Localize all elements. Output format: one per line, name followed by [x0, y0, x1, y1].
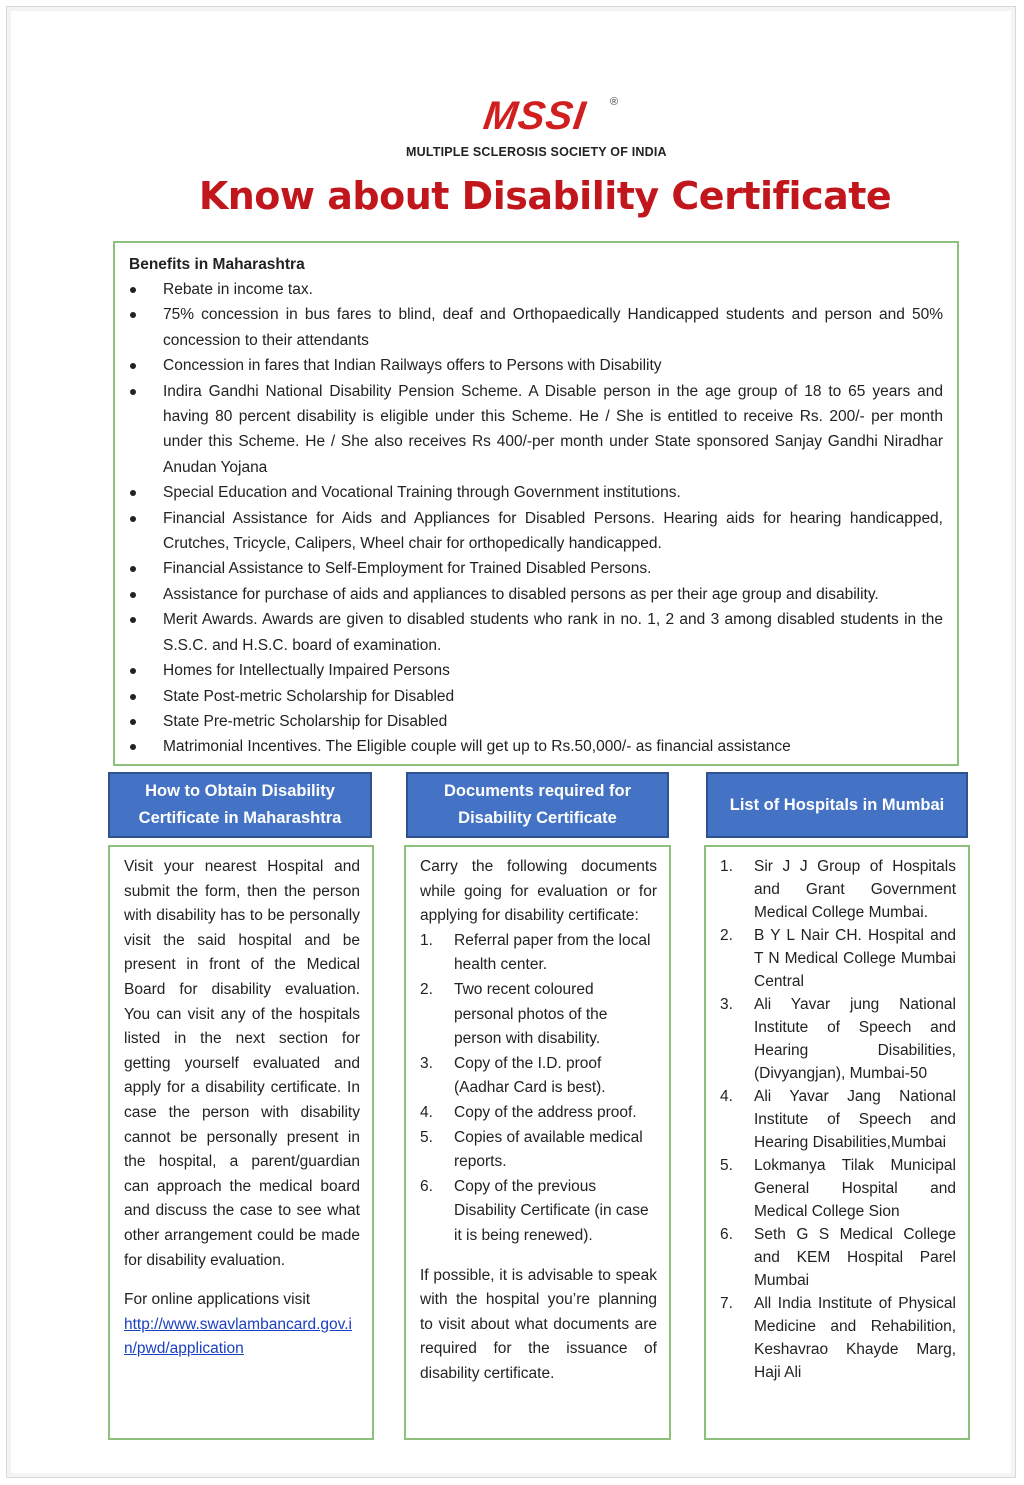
document-item: 6. Copy of the previous Disability Certificate (in case it is being renewed).: [420, 1177, 649, 1244]
benefit-item: Assistance for purchase of aids and appliances to disabled persons as per their age group and disability.: [129, 582, 943, 607]
benefits-list: [129, 277, 943, 760]
how-to-heading: How to Obtain Disability Certificate in Maharashtra: [108, 772, 372, 838]
hospital-item: 1. Sir J J Group of Hospitals and Grant Government Medical College Mumbai.: [720, 858, 956, 921]
logo-subtitle: MULTIPLE SCLEROSIS SOCIETY OF INDIA: [406, 145, 667, 159]
how-to-body: Visit your nearest Hospital and submit the form, then the person with disability has to be personally visit the said hospital and be present in front of the Medical Board for disability evaluation. You can visit any of the hospitals listed in the next section for getting yourself evaluated and apply for a disability certificate. In case the person with disability cannot be personally present in the hospital, a parent/guardian can approach the medical board and discuss the case to see what other arrangement could be made for disability evaluation.: [124, 858, 360, 1269]
hospital-item: 4. Ali Yavar Jang National Institute of Speech and Hearing Disabilities,Mumbai: [720, 1088, 956, 1151]
page-title: Know about Disability Certificate: [198, 174, 892, 218]
document-item: 1. Referral paper from the local health center.: [420, 931, 651, 974]
benefit-item: 75% concession in bus fares to blind, deaf and Orthopaedically Handicapped students and person and 50% concession to their attendants: [129, 302, 943, 353]
benefit-item: State Post-metric Scholarship for Disabled: [129, 684, 943, 709]
benefit-item: Special Education and Vocational Training through Government institutions.: [129, 480, 943, 505]
online-application-link[interactable]: http://www.swavlambancard.gov.in/pwd/application: [124, 1315, 353, 1358]
documents-heading: Documents required for Disability Certificate: [406, 772, 669, 838]
documents-intro: Carry the following documents while going for evaluation or for applying for disability certificate:: [420, 858, 657, 925]
benefit-item: State Pre-metric Scholarship for Disabled: [129, 709, 943, 734]
logo-brand: MSSI: [480, 94, 589, 138]
hospital-item: 6. Seth G S Medical College and KEM Hospital Parel Mumbai: [720, 1226, 956, 1289]
hospitals-heading: List of Hospitals in Mumbai: [706, 772, 968, 838]
benefit-item: Financial Assistance to Self-Employment for Trained Disabled Persons.: [129, 556, 943, 581]
hospitals-box: [704, 845, 970, 1440]
hospital-item: 3. Ali Yavar jung National Institute of Speech and Hearing Disabilities, (Divyangjan), Mumbai-50: [720, 996, 956, 1082]
registered-mark: ®: [610, 96, 619, 108]
benefit-item: Merit Awards. Awards are given to disabled students who rank in no. 1, 2 and 3 among disabled students in the S.S.C. and H.S.C. board of examination.: [129, 607, 943, 658]
benefit-item: Indira Gandhi National Disability Pension Scheme. A Disable person in the age group of 18 to 65 years and having 80 percent disability is eligible under this Scheme. He / She is entitled to receive Rs. 200/- per month under this Scheme. He / She also receives Rs 400/-per month under State sponsored Sanjay Gandhi Niradhar Anudan Yojana: [129, 379, 943, 481]
how-to-box: [108, 845, 374, 1440]
document-item: 2. Two recent coloured personal photos of the person with disability.: [420, 980, 608, 1048]
benefits-box: [113, 241, 959, 766]
document-item: 3. Copy of the I.D. proof (Aadhar Card is best).: [420, 1054, 606, 1097]
document-item: 5. Copies of available medical reports.: [420, 1128, 643, 1171]
mssi-logo: [400, 96, 700, 160]
hospital-item: 5. Lokmanya Tilak Municipal General Hospital and Medical College Sion: [720, 1157, 956, 1220]
documents-note: If possible, it is advisable to speak with the hospital you’re planning to visit about what documents are required for the issuance of disability certificate.: [420, 1266, 657, 1382]
hospital-item: 7. All India Institute of Physical Medicine and Rehabilition, Keshavrao Khayde Marg, Haji Ali: [720, 1295, 956, 1381]
benefit-item: Financial Assistance for Aids and Appliances for Disabled Persons. Hearing aids for hearing handicapped, Crutches, Tricycle, Calipers, Wheel chair for orthopedically handicapped.: [129, 506, 943, 557]
document-item: 4. Copy of the address proof.: [420, 1103, 637, 1121]
benefit-item: Matrimonial Incentives. The Eligible couple will get up to Rs.50,000/- as financial assistance: [129, 734, 943, 759]
documents-list: [420, 929, 657, 1249]
documents-box: [404, 845, 671, 1440]
benefits-heading: Benefits in Maharashtra: [129, 256, 305, 273]
benefit-item: Rebate in income tax.: [129, 277, 943, 302]
benefit-item: Concession in fares that Indian Railways offers to Persons with Disability: [129, 353, 943, 378]
benefit-item: Homes for Intellectually Impaired Persons: [129, 658, 943, 683]
online-text: For online applications visit: [124, 1291, 311, 1309]
hospital-item: 2. B Y L Nair CH. Hospital and T N Medical College Mumbai Central: [720, 927, 956, 990]
hospitals-list: [720, 855, 956, 1384]
